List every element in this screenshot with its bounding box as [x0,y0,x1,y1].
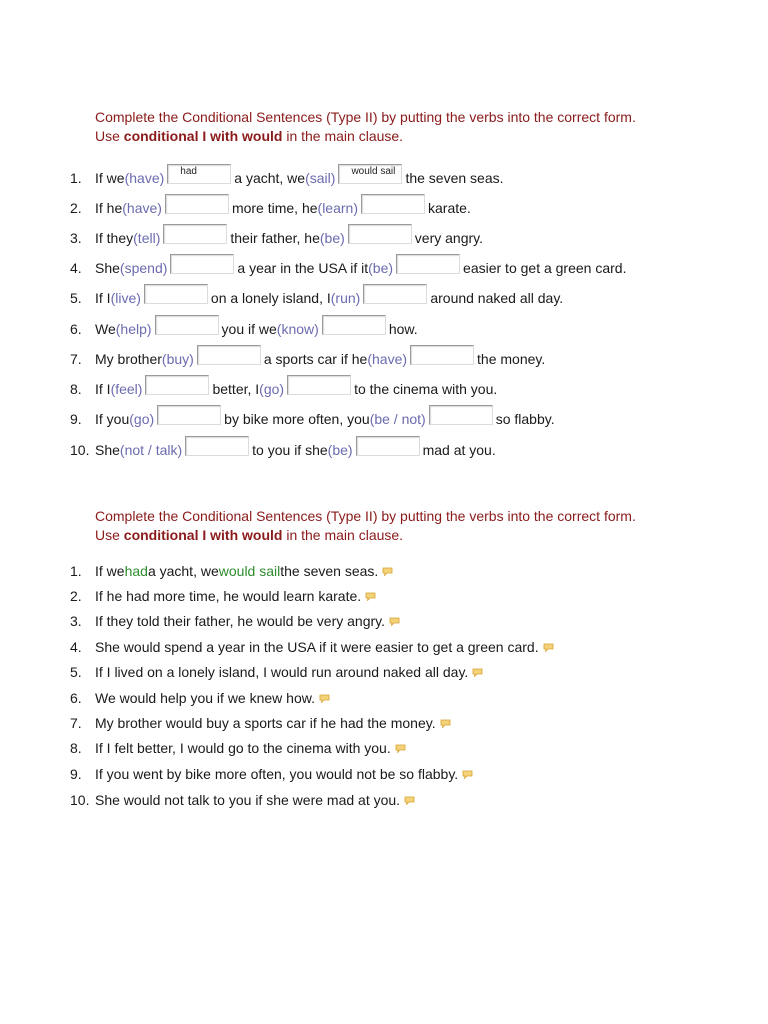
verb-hint-1: (tell) [133,230,161,246]
sentence-start: If I [95,381,111,397]
speech-bubble-icon[interactable] [472,664,483,673]
sentence-middle: to you if she [252,442,328,458]
answer-item [70,584,376,608]
item-number: 3. [70,613,82,629]
exercise-item [70,344,545,374]
item-number: 4. [70,639,82,655]
answer-text-end: the seven seas. [280,563,379,579]
sentence-middle: by bike more often, you [224,411,370,427]
exercise-item [70,374,497,404]
answers-instruction-line-2: Use conditional I with would in the main clause. [95,527,404,543]
answer-item [70,788,415,812]
verb-hint-1: (help) [115,321,152,337]
answer-text: We would help you if we knew how. [95,690,315,706]
exercise-item [70,223,483,253]
answer-text: My brother would buy a sports car if he had the money. [95,715,436,731]
exercise-item [70,435,496,465]
sentence-end: around naked all day. [430,290,564,306]
sentence-middle: a yacht, we [234,170,306,186]
answer-input-1[interactable] [163,224,227,244]
answer-text-start: If we [95,563,125,579]
answer-text: If I felt better, I would go to the cinema with you. [95,740,391,756]
verb-hint-1: (have) [124,170,165,186]
answer-input-1[interactable] [170,254,234,274]
item-number: 1. [70,563,82,579]
answer-item [70,635,554,659]
exercise-item [70,253,626,283]
answer-item [70,660,483,684]
item-number: 6. [70,321,82,337]
answer-input-1[interactable] [155,315,219,335]
verb-hint-2: (run) [330,290,361,306]
sentence-start: If we [95,170,125,186]
answer-input-1[interactable] [165,194,229,214]
exercise-item [70,193,471,223]
answer-item [70,736,406,760]
answer-highlight-2: would sail [218,563,281,579]
item-number: 9. [70,766,82,782]
answers-instructions [95,507,636,545]
verb-hint-1: (have) [122,200,162,216]
answer-input-2[interactable] [363,284,427,304]
verb-hint-2: (go) [259,381,285,397]
answer-item [70,762,473,786]
answer-text: If they told their father, he would be very angry. [95,613,386,629]
item-number: 5. [70,290,82,306]
answer-input-1[interactable] [145,375,209,395]
verb-hint-1: (go) [129,411,155,427]
answer-text: She would spend a year in the USA if it were easier to get a green card. [95,639,539,655]
sentence-start: She [95,442,120,458]
answer-input-2[interactable] [287,375,351,395]
speech-bubble-icon[interactable] [382,563,393,572]
verb-hint-2: (know) [276,321,319,337]
speech-bubble-icon[interactable] [404,792,415,801]
answer-input-2[interactable] [322,315,386,335]
verb-hint-2: (be) [368,260,394,276]
answer-input-1[interactable] [185,436,249,456]
speech-bubble-icon[interactable] [543,639,554,648]
sentence-end: easier to get a green card. [463,260,627,276]
verb-hint-2: (sail) [305,170,336,186]
sentence-end: very angry. [414,230,484,246]
answers-instruction-bold: conditional I with would [123,527,283,543]
instruction-line-2: Use conditional I with would in the main clause. [95,128,404,144]
verb-hint-2: (be) [327,442,353,458]
speech-bubble-icon[interactable] [365,588,376,597]
sentence-middle: you if we [221,321,277,337]
sentence-end: so flabby. [495,411,555,427]
exercise-item [70,163,504,193]
answer-input-2[interactable] [410,345,474,365]
answer-text: She would not talk to you if she were mad at you. [95,792,401,808]
verb-hint-2: (be) [319,230,345,246]
answer-text: If you went by bike more often, you would not be so flabby. [95,766,459,782]
sentence-end: the money. [477,351,546,367]
answer-highlight-1: had [124,563,148,579]
item-number: 9. [70,411,82,427]
sentence-end: mad at you. [422,442,496,458]
item-number: 3. [70,230,82,246]
item-number: 2. [70,200,82,216]
item-number: 4. [70,260,82,276]
answer-input-2[interactable] [396,254,460,274]
verb-hint-1: (not / talk) [119,442,183,458]
sentence-start: We [95,321,116,337]
sentence-start: If they [95,230,134,246]
verb-hint-1: (feel) [110,381,143,397]
answer-item [70,609,400,633]
sentence-end: the seven seas. [405,170,504,186]
speech-bubble-icon[interactable] [319,690,330,699]
item-number: 10. [70,442,90,458]
sentence-start: If he [95,200,123,216]
answer-item [70,559,393,583]
answer-input-1[interactable] [144,284,208,304]
item-number: 2. [70,588,82,604]
instruction-line-1: Complete the Conditional Sentences (Type II) by putting the verbs into the correct form. [95,109,636,125]
item-number: 7. [70,715,82,731]
answer-input-2[interactable] [361,194,425,214]
verb-hint-2: (learn) [317,200,358,216]
speech-bubble-icon[interactable] [395,740,406,749]
verb-hint-1: (buy) [161,351,194,367]
exercise-instructions [95,108,636,146]
answer-item [70,686,330,710]
answer-text: If I lived on a lonely island, I would run around naked all day. [95,664,469,680]
sentence-end: to the cinema with you. [354,381,498,397]
answer-input-1[interactable]: had [167,164,231,184]
sentence-end: karate. [428,200,471,216]
sentence-middle: their father, he [230,230,320,246]
answer-item [70,711,451,735]
speech-bubble-icon[interactable] [389,613,400,622]
sentence-middle: better, I [212,381,260,397]
speech-bubble-icon[interactable] [462,766,473,775]
exercise-item [70,283,563,313]
answer-text: If he had more time, he would learn karate. [95,588,362,604]
answers-instruction-line-1: Complete the Conditional Sentences (Type II) by putting the verbs into the correct form. [95,508,636,524]
sentence-start: If I [95,290,111,306]
item-number: 7. [70,351,82,367]
verb-hint-2: (be / not) [369,411,426,427]
sentence-start: She [95,260,120,276]
sentence-start: If you [95,411,130,427]
answer-text-middle: a yacht, we [147,563,219,579]
speech-bubble-icon[interactable] [440,715,451,724]
item-number: 6. [70,690,82,706]
sentence-start: My brother [95,351,162,367]
sentence-middle: on a lonely island, I [210,290,331,306]
item-number: 8. [70,740,82,756]
exercise-item [70,404,555,434]
item-number: 8. [70,381,82,397]
answer-input-1[interactable] [197,345,261,365]
answer-input-2[interactable] [348,224,412,244]
verb-hint-1: (live) [110,290,141,306]
sentence-middle: a sports car if he [263,351,368,367]
answer-input-2[interactable] [356,436,420,456]
item-number: 5. [70,664,82,680]
item-number: 1. [70,170,82,186]
verb-hint-2: (have) [367,351,408,367]
item-number: 10. [70,792,90,808]
exercise-item [70,314,418,344]
sentence-middle: more time, he [231,200,318,216]
instruction-bold: conditional I with would [123,128,283,144]
sentence-end: how. [388,321,418,337]
verb-hint-1: (spend) [119,260,168,276]
sentence-middle: a year in the USA if it [237,260,369,276]
answer-input-2[interactable]: would sail [338,164,402,184]
answer-input-2[interactable] [429,405,493,425]
answer-input-1[interactable] [157,405,221,425]
